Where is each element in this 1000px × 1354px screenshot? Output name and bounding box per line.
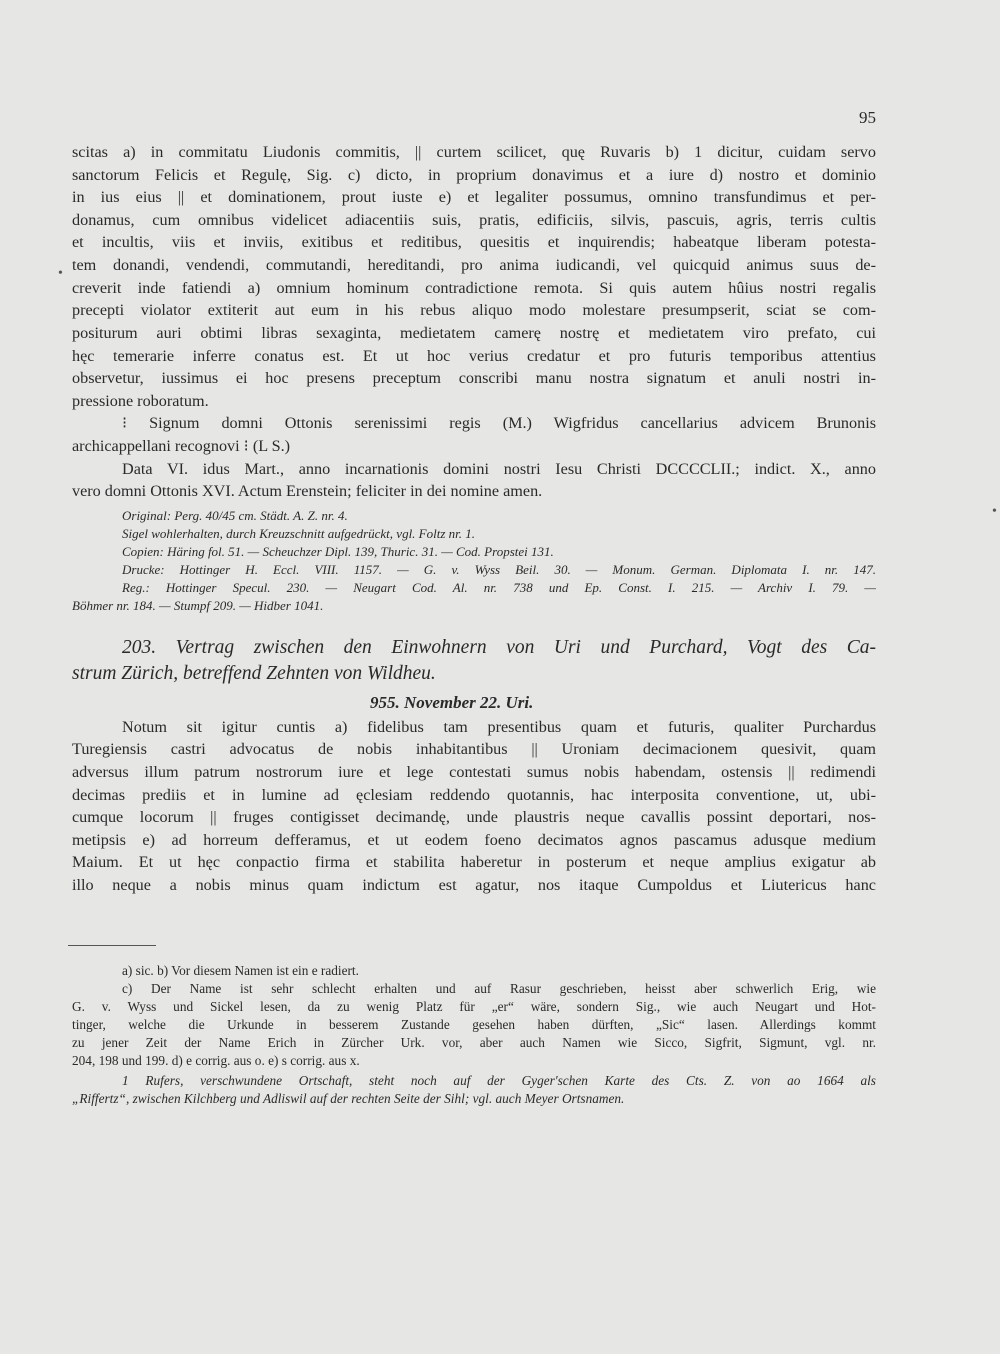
footnote: G. v. Wyss und Sickel lesen, da zu wenig Platz für „er“ wäre, sondern Sig., wie auch Neugart und Hot- <box>72 999 876 1014</box>
body-line: decimas prediis et in lumine ad ęclesiam reddendo quotannis, hac interposita conventione, ut, ubi- <box>72 786 876 804</box>
footnote: a) sic. b) Vor diesem Namen ist ein e radiert. <box>122 963 359 978</box>
footnote: „Riffertz“, zwischen Kilchberg und Adliswil auf der rechten Seite der Sihl; vgl. auch Meyer Ortsnamen. <box>72 1091 625 1106</box>
source-note: Reg.: Hottinger Specul. 230. — Neugart Cod. Al. nr. 738 und Ep. Const. I. 215. — Archiv I. 79. — <box>122 580 876 595</box>
body-line: positurum auri obtimi libras sexaginta, medietatem camerę nostrę et medietatem viro prefato, cui <box>72 324 876 342</box>
page-number: 95 <box>859 108 876 127</box>
body-line: Turegiensis castri advocatus de nobis inhabitantibus || Uroniam decimacionem quesivit, quam <box>72 740 876 758</box>
source-note: Copien: Häring fol. 51. — Scheuchzer Dipl. 139, Thuric. 31. — Cod. Propstei 131. <box>122 544 554 559</box>
body-line: pressione roboratum. <box>72 392 209 410</box>
signum-line: archicappellani recognovi ⁝ (L S.) <box>72 437 291 455</box>
date-line: Data VI. idus Mart., anno incarnationis domini nostri Iesu Christi DCCCCLII.; indict. X., anno <box>122 460 876 478</box>
footnote-rule <box>68 945 156 946</box>
body-line: Notum sit igitur cuntis a) fidelibus tam presentibus quam et futuris, qualiter Purchardus <box>122 718 876 736</box>
body-line: in ius eius || et dominationem, prout iuste e) et legaliter possumus, omnino transfundimus et per- <box>72 188 876 206</box>
body-line: tem donandi, vendendi, commutandi, hereditandi, pro anima iudicandi, vel quicquid animus suus de- <box>72 256 876 274</box>
footnote: tinger, welche die Urkunde in besserem Zustande gesehen haben dürften, „Sic“ lasen. Allerdings kommt <box>72 1017 876 1032</box>
body-line: Maium. Et ut hęc conpactio firma et stabilita haberetur in posterum et neque amplius exigatur ab <box>72 853 876 871</box>
source-note: Original: Perg. 40/45 cm. Städt. A. Z. nr. 4. <box>122 508 348 523</box>
source-note: Sigel wohlerhalten, durch Kreuzschnitt aufgedrückt, vgl. Foltz nr. 1. <box>122 526 476 541</box>
body-line: precepti violator extiterit aut eum in his rebus aliquo modo molestare presumpserit, sciat se com- <box>72 301 876 319</box>
footnote: 1 Rufers, verschwundene Ortschaft, steht noch auf der Gyger'schen Karte des Cts. Z. von ao 1664 als <box>122 1073 876 1088</box>
body-line: metipsis e) ad horreum defferamus, et ut eodem foeno decimatos agnos pascamus adusque medium <box>72 831 876 849</box>
body-line: cumque locorum || fruges contigisset decimandę, unde plaustris neque cavallis possint deportari, nos- <box>72 808 876 826</box>
body-line: donamus, cum omnibus videlicet adiacentiis suis, pratis, edificiis, silvis, pascuis, agris, terris cultis <box>72 211 876 229</box>
source-note: Drucke: Hottinger H. Eccl. VIII. 1157. — G. v. Wyss Beil. 30. — Monum. German. Diplomata I. nr. 147. <box>122 562 876 577</box>
document-heading: strum Zürich, betreffend Zehnten von Wildheu. <box>72 663 436 684</box>
body-line: scitas a) in commitatu Liudonis commitis, || curtem scilicet, quę Ruvaris b) 1 dicitur, cuidam servo <box>72 143 876 161</box>
source-note: Böhmer nr. 184. — Stumpf 209. — Hidber 1041. <box>72 598 324 613</box>
date-line: vero domni Ottonis XVI. Actum Erenstein; feliciter in dei nomine amen. <box>72 482 543 500</box>
body-line: observetur, iussimus ei hoc presens preceptum conscribi manu nostra signatum et anuli nostri in- <box>72 369 876 387</box>
footnote: zu jener Zeit der Name Erich in Zürcher Urk. vor, aber auch Namen wie Sicco, Sigfrit, Sigmunt, vgl. nr. <box>72 1035 876 1050</box>
body-line: illo neque a nobis minus quam indictum est agatur, nos itaque Cumpoldus et Liutericus hanc <box>72 876 876 894</box>
body-line: creverit inde fatiendi a) omnium hominum contradictione remota. Si quis autem hûius nostri regalis <box>72 279 876 297</box>
body-line: adversus illum patrum nostrorum iure et lege contestati sumus nobis habendam, ostensis || redimendi <box>72 763 876 781</box>
document-date: 955. November 22. Uri. <box>370 693 534 712</box>
body-line: hęc temerarie inferre conatus est. Et ut hoc verius credatur et pro futuris temporibus attentius <box>72 347 876 365</box>
document-heading: 203. Vertrag zwischen den Einwohnern von Uri und Purchard, Vogt des Ca- <box>122 637 876 658</box>
footnote: c) Der Name ist sehr schlecht erhalten und auf Rasur geschrieben, heisst aber schwerlich Erig, wie <box>122 981 876 996</box>
margin-dot: • <box>992 504 997 519</box>
body-line: et incultis, viis et inviis, exitibus et reditibus, quesitis et inquirendis; habeatque liberam potesta- <box>72 233 876 251</box>
margin-dot: • <box>58 266 63 281</box>
signum-line: ⁝ Signum domni Ottonis serenissimi regis (M.) Wigfridus cancellarius advicem Brunonis <box>122 414 876 432</box>
body-line: sanctorum Felicis et Regulę, Sig. c) dicto, in proprium donavimus et a iure d) nostro et dominio <box>72 166 876 184</box>
footnote: 204, 198 und 199. d) e corrig. aus o. e) s corrig. aus x. <box>72 1053 360 1068</box>
